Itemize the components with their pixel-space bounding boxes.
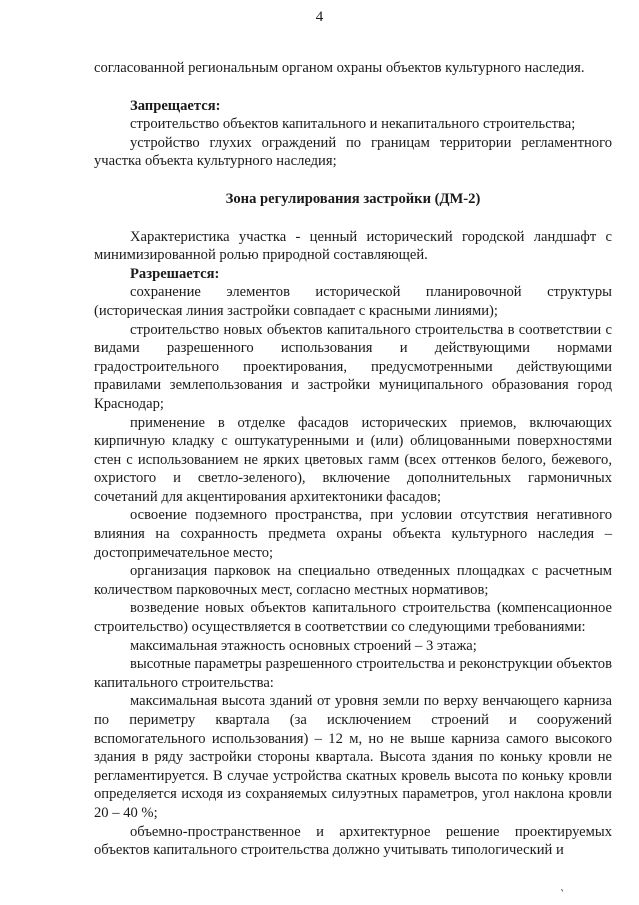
paragraph-floors: максимальная этажность основных строений – 3 этажа; [130,637,477,654]
paragraph-prohibition-fences: устройство глухих ограждений по границам территории регламентного участка объекта культурного наследия; [94,134,612,170]
paragraph-compensation: возведение новых объектов капитального строительства (компенсационное строительство) осуществляется в соответствии со следующими требованиями: [94,600,612,636]
paragraph-max-height: максимальная высота зданий от уровня земли по верху венчающего карниза по периметру квартала (за исключением строений и сооружений вспомогательного использования) – 12 м, но не выше карниза самого высокого здания в ряду застройки стороны квартала. Высота здания по коньку кровли не регламентируется. В случае устройства скатных кровель высота по коньку кровли определяется исходя из сохраняемых силуэтных параметров, угол наклона кровли 20 – 40 %; [94,693,612,821]
paragraph-characteristic: Характеристика участка - ценный исторический городской ландшафт с минимизированной ролью природной составляющей. [94,228,612,264]
prohibited-heading: Запрещается: [130,97,221,114]
paragraph-continuation: согласованной региональным органом охраны объектов культурного наследия. [94,60,585,76]
paragraph-new-construction: строительство новых объектов капитального строительства в соответствии с видами разрешенного использования и действующими нормами градостроительного проектирования, предусмотренными действующими правилами землепользования и застройки муниципального образования город Краснодар; [94,321,612,412]
corner-mark: ˎ [559,877,569,893]
paragraph-height-params: высотные параметры разрешенного строительства и реконструкции объектов капитального строительства: [94,656,612,691]
allowed-heading: Разрешается: [130,265,220,282]
zone-heading: Зона регулирования застройки (ДМ-2) [225,190,481,207]
paragraph-preservation: сохранение элементов исторической планировочной структуры (историческая линия застройки совпадает с красными линиями); [94,284,612,319]
paragraph-parking: организация парковок на специально отведенных площадках с расчетным количеством парковочных мест, согласно местных нормативов; [94,563,612,598]
document-body [94,59,612,860]
paragraph-underground: освоение подземного пространства, при условии отсутствия негативного влияния на сохранность предмета охраны объекта культурного наследия – достопримечательное место; [94,507,612,561]
paragraph-volume-solution: объемно-пространственное и архитектурное решение проектируемых объектов капитального строительства должно учитывать типологический и [94,823,612,859]
paragraph-facades: применение в отделке фасадов исторических приемов, включающих кирпичную кладку с оштукатуренными и (или) облицованными поверхностями стен с использованием не ярких цветовых гамм (всех оттенков белого, бежевого, охристого и светло-зеленого), включение дополнительных гармоничных сочетаний для акцентирования архитектоники фасадов; [94,414,612,505]
page-number: 4 [315,9,324,25]
paragraph-prohibition-construction: строительство объектов капитального и некапитального строительства; [130,116,576,133]
